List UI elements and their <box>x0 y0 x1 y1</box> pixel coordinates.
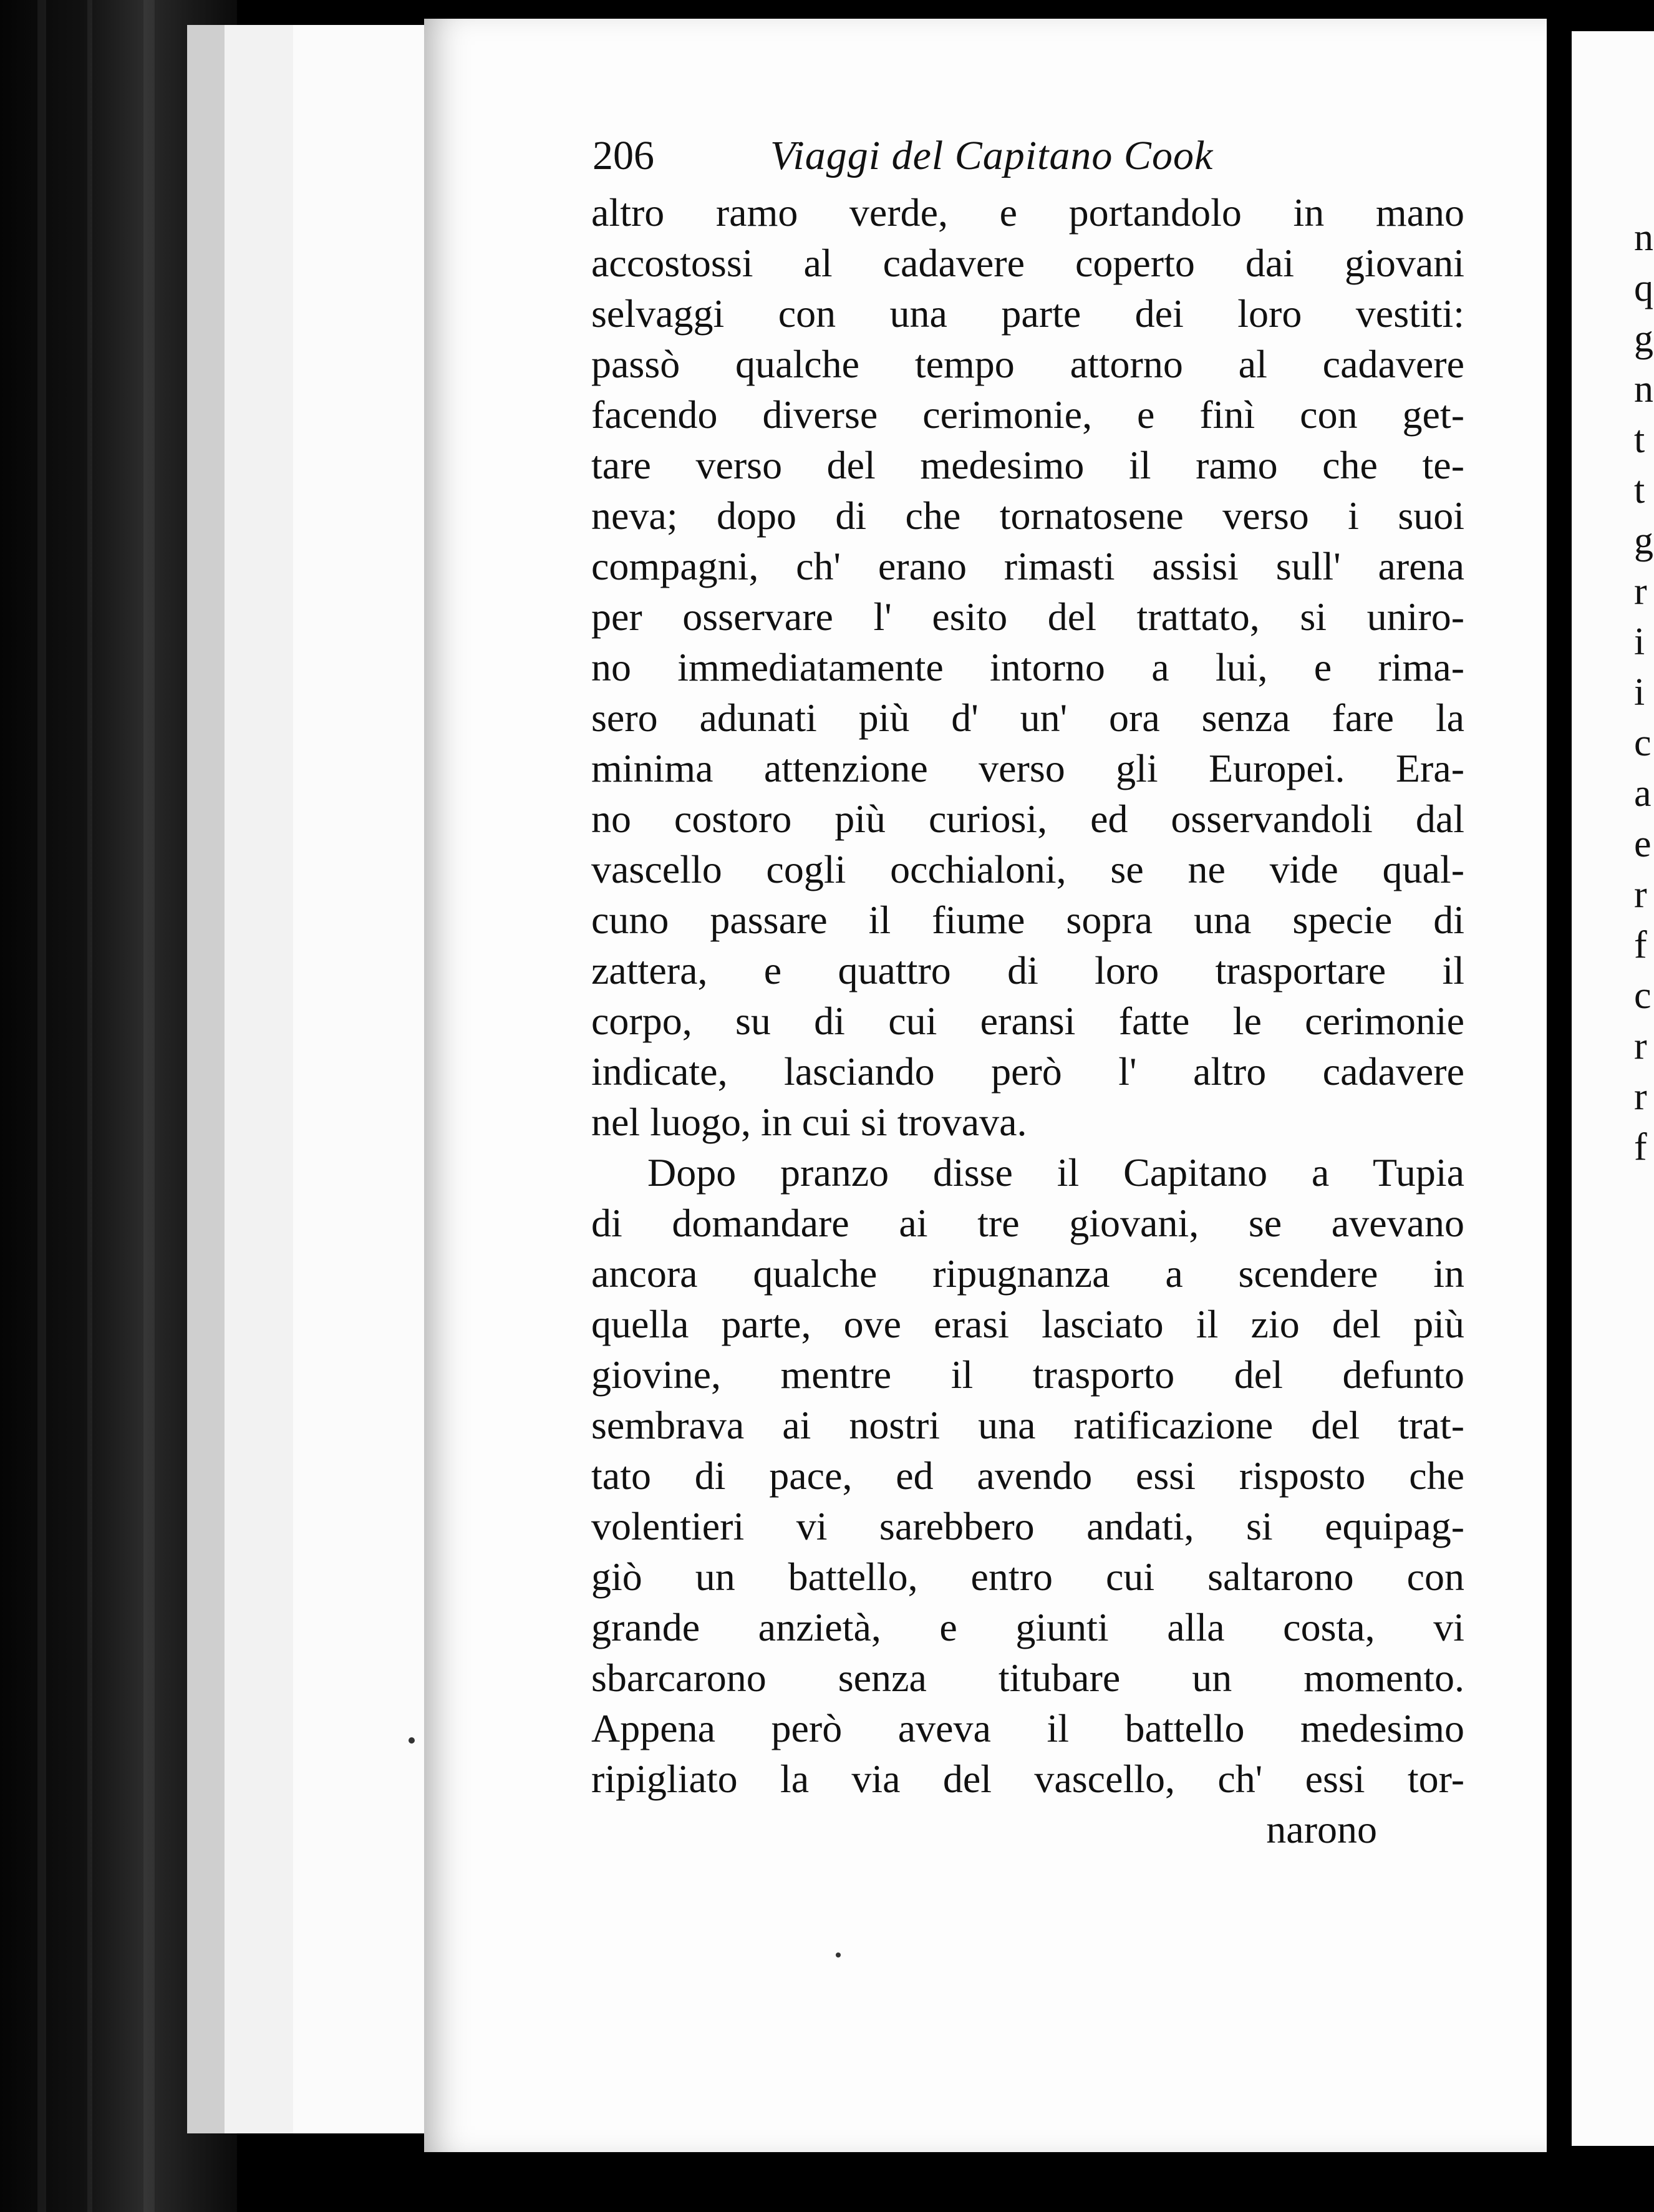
text-line: volentieri vi sarebbero andati, si equipag- <box>591 1504 1464 1548</box>
text-line: minima attenzione verso gli Europei. Era- <box>591 746 1464 790</box>
facing-page-fragment: n <box>1634 368 1653 410</box>
facing-page-fragment: r <box>1634 1075 1647 1118</box>
facing-page-fragment: r <box>1634 873 1647 916</box>
binding-streak <box>87 0 92 2212</box>
facing-page-fragment: t <box>1634 469 1645 512</box>
facing-page-fragment: t <box>1634 419 1645 461</box>
running-head <box>592 128 1310 184</box>
facing-page-edge <box>1572 31 1654 2146</box>
ink-speck <box>409 1737 415 1744</box>
text-line: Appena però aveva il battello medesimo <box>591 1706 1464 1750</box>
text-line: quella parte, ove erasi lasciato il zio del più <box>591 1302 1464 1346</box>
facing-page-fragment: q <box>1634 267 1653 309</box>
page-edge-strip <box>293 25 433 2133</box>
facing-page-fragment: r <box>1634 1025 1647 1067</box>
text-line: grande anzietà, e giunti alla costa, vi <box>591 1605 1464 1649</box>
text-line: compagni, ch' erano rimasti assisi sull' arena <box>591 544 1464 588</box>
facing-page-fragment: g <box>1634 318 1653 360</box>
text-line: nel luogo, in cui si trovava. <box>591 1100 1027 1144</box>
catchword: narono <box>1266 1807 1377 1851</box>
facing-page-fragment: f <box>1634 1126 1647 1168</box>
running-title: Viaggi del Capitano Cook <box>770 133 1214 178</box>
facing-page-fragment: r <box>1634 570 1647 613</box>
text-line: altro ramo verde, e portandolo in mano <box>591 190 1464 235</box>
text-line: sbarcarono senza titubare un momento. <box>591 1656 1464 1700</box>
binding-streak <box>143 0 155 2212</box>
facing-page-fragment: c <box>1634 974 1652 1017</box>
facing-page-fragment: a <box>1634 772 1652 815</box>
text-line: cuno passare il fiume sopra una specie di <box>591 898 1464 942</box>
facing-page-fragment: g <box>1634 520 1653 562</box>
text-line: ancora qualche ripugnanza a scendere in <box>591 1251 1464 1296</box>
facing-page-fragment: c <box>1634 722 1652 764</box>
facing-page-fragment: n <box>1634 216 1653 259</box>
text-line: facendo diverse cerimonie, e finì con get- <box>591 392 1464 437</box>
text-line: tare verso del medesimo il ramo che te- <box>591 443 1464 487</box>
page-edge-strip <box>225 25 301 2133</box>
text-line: passò qualche tempo attorno al cadavere <box>591 342 1464 386</box>
text-line: sero adunati più d' un' ora senza fare la <box>591 696 1464 740</box>
text-line: di domandare ai tre giovani, se avevano <box>591 1201 1464 1245</box>
text-line: sembrava ai nostri una ratificazione del trat- <box>591 1403 1464 1447</box>
paragraph-start-line: Dopo pranzo disse il Capitano a Tupia <box>647 1150 1464 1195</box>
binding-streak <box>37 0 46 2212</box>
body-text <box>591 187 1464 1855</box>
text-line: vascello cogli occhialoni, se ne vide qual- <box>591 847 1464 891</box>
facing-page-fragment: e <box>1634 823 1652 865</box>
facing-page-fragment: f <box>1634 924 1647 966</box>
text-line: selvaggi con una parte dei loro vestiti: <box>591 291 1464 336</box>
text-line: zattera, e quattro di loro trasportare il <box>591 948 1464 992</box>
text-line: giovine, mentre il trasporto del defunto <box>591 1352 1464 1397</box>
facing-page-fragment: i <box>1634 671 1645 714</box>
text-line: corpo, su di cui eransi fatte le cerimonie <box>591 999 1464 1043</box>
ink-speck <box>836 1952 841 1957</box>
page-number: 206 <box>592 133 654 178</box>
text-line: per osservare l' esito del trattato, si uniro- <box>591 594 1464 639</box>
text-line: accostossi al cadavere coperto dai giovani <box>591 241 1464 285</box>
facing-page-fragment: i <box>1634 621 1645 663</box>
text-line: no immediatamente intorno a lui, e rima- <box>591 645 1464 689</box>
text-line: indicate, lasciando però l' altro cadavere <box>591 1049 1464 1094</box>
text-line: ripigliato la via del vascello, ch' essi tor- <box>591 1757 1464 1801</box>
text-line: tato di pace, ed avendo essi risposto che <box>591 1453 1464 1498</box>
text-line: giò un battello, entro cui saltarono con <box>591 1555 1464 1599</box>
text-line: no costoro più curiosi, ed osservandoli dal <box>591 797 1464 841</box>
page-gutter <box>1547 0 1572 2212</box>
text-line: neva; dopo di che tornatosene verso i suoi <box>591 493 1464 538</box>
